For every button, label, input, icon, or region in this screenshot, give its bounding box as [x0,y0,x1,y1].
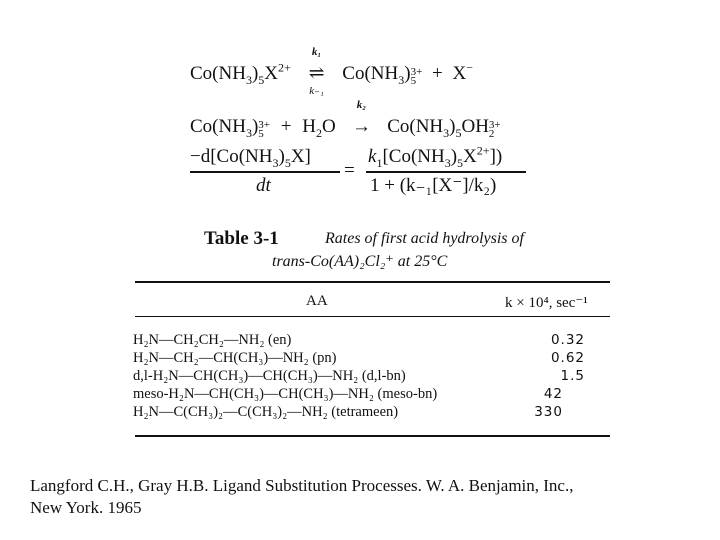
eq1-reactant-ligand: X [264,63,279,84]
eq1-reactant-charge: 2+ [278,60,291,75]
eq2-water-o: O [321,116,336,137]
equilibrium-equation: $Co(NH_3)_5X^{2+}$ k₁ ⇌ k₋₁ $Co(NH_3)$ 3+ 5 + X− [190,46,474,97]
table-row [133,386,593,404]
table-row [133,332,593,350]
rate-law-numerator: $-d[Co(NH_3)_5X]$ [190,146,311,170]
reaction-arrow [346,99,376,137]
eq2-product-sub2: 5 [455,125,462,140]
eq2-product-stack: 3+ 2 [488,118,501,140]
eq2-reactant-sub: 3 [245,125,252,140]
table-top-rule [135,281,610,283]
eq2-product-sub: 3 [443,125,450,140]
eq1-reactant-sub2: 5 [258,72,265,87]
eq2-product-oh: OH [461,116,489,137]
rate-law-denominator: dt [256,175,271,196]
eq1-anion: X [452,63,467,84]
rate-cell: 0.62 [550,350,585,366]
rhs-k-sub: 1 [376,155,383,170]
table-caption-line2: trans-Co(AA)₂Cl₂⁺ at 25°C [272,253,448,270]
eq1-product: Co(NH [342,63,399,84]
eq2-water: H [302,116,316,137]
eq2-product: Co(NH [387,116,444,137]
rate-cell: 330 [534,404,563,420]
rhs-charge: 2+ [476,143,490,158]
table-row [133,350,593,368]
rate-cell: 1.5 [560,368,585,384]
rate-cell: 42 [543,386,563,402]
eq1-reactant: Co(NH [190,63,246,84]
equilibrium-arrow-icon: ⇌ [308,63,325,84]
rate-law-numerator-text: −d[Co(NH [190,146,273,167]
rate-law-rhs-numerator: $k_1[Co(NH_3)_5X^{2+}]$) [368,143,503,170]
eq2-water-sub: 2 [315,125,322,140]
table-caption-line1: Rates of first acid hydrolysis of [325,230,524,247]
rhs-k: k [368,146,377,167]
citation-line2: New York. 1965 [30,498,142,517]
eq2-reactant-stack: 3+ 5 [258,118,270,140]
table-bottom-rule [135,435,610,437]
eq1-product-stack: 3+ 5 [410,65,423,87]
column-header-ligand: AA [306,293,328,309]
column-header-rate: k × 10⁴, sec⁻¹ [505,295,588,311]
ligand-cell: d,l-H₂N—CH(CH₃)—CH(CH₃)—NH₂ (d,l-bn) [133,368,406,384]
rate-law-fraction-bar-left [190,171,340,173]
rhs-close: ]) [489,146,503,167]
citation [30,475,700,519]
rate-law-rhs-denominator: 1 + (k₋₁[X⁻]/k₂) [370,175,497,196]
eq2-plus: + [280,116,292,137]
eq2-reactant: Co(NH [190,116,246,137]
eq1-product-sub: 3 [398,72,405,87]
eq1-anion-charge: − [466,60,474,75]
table-header-rule [135,316,610,317]
rate-cell: 0.32 [550,332,585,348]
rate-law-numerator-sub: 3 [272,155,279,170]
k-minus1-label: k₋₁ [309,85,324,97]
table-row [133,404,593,422]
reaction-arrow-icon: → [351,116,371,137]
rate-law-equals: = [344,160,355,181]
k1-label: k₁ [311,46,322,58]
rhs-complex-sub: 3 [444,155,451,170]
eq1-reactant-sub: 3 [245,72,252,87]
k2-label: k₂ [356,99,367,111]
ligand-cell: H₂N—CH₂CH₂—NH₂ (en) [133,332,292,348]
citation-line1: Langford C.H., Gray H.B. Ligand Substitution Processes. W. A. Benjamin, Inc., [30,476,574,495]
table-title: Table 3-1 [204,228,279,249]
hydrolysis-equation: $Co(NH_3)$ 3+ 5 + $H_2O$ k₂ → $Co(NH_3)_5OH$ 3+ 2 [190,99,501,140]
equilibrium-arrow [302,46,332,97]
rate-law-numerator-sub2: 5 [284,155,291,170]
rhs-x: X [463,146,477,167]
ligand-cell: meso-H₂N—CH(CH₃)—CH(CH₃)—NH₂ (meso-bn) [133,386,438,402]
rate-law-numerator-tail: X] [290,146,311,167]
rhs-complex: [Co(NH [382,146,445,167]
ligand-cell: H₂N—CH₂—CH(CH₃)—NH₂ (pn) [133,350,337,366]
ligand-cell: H₂N—C(CH₃)₂—C(CH₃)₂—NH₂ (tetrameen) [133,404,399,420]
rhs-complex-sub2: 5 [457,155,464,170]
table-row [133,368,593,386]
rate-law-fraction-bar-right [366,171,526,173]
eq1-plus: + [432,63,443,84]
